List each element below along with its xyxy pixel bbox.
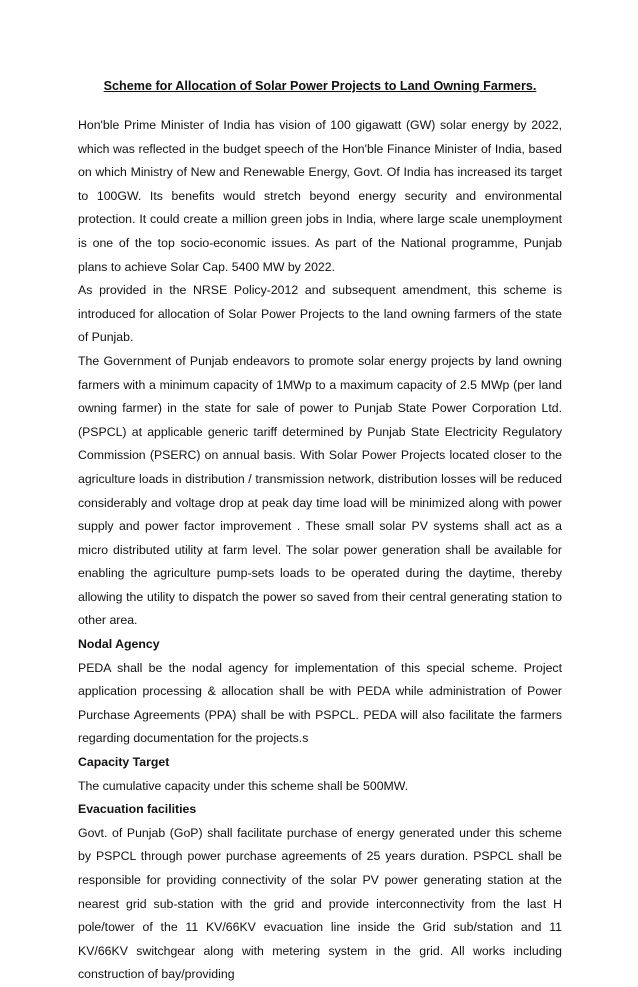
section-text-nodal-agency: PEDA shall be the nodal agency for implementation of this special scheme. Project application processing & allocation shall be with PEDA while administration of Power Purchase Agreements (PPA) shall be with PSPCL. PEDA will also facilitate the farmers regarding documentation for the projects.s	[78, 660, 562, 746]
document-page	[78, 74, 562, 987]
section-heading-nodal-agency: Nodal Agency	[78, 637, 160, 652]
section-text-capacity-target: The cumulative capacity under this scheme shall be 500MW.	[78, 778, 409, 793]
document-title: Scheme for Allocation of Solar Power Projects to Land Owning Farmers.	[103, 79, 537, 93]
intro-paragraph-vision: Hon'ble Prime Minister of India has vision of 100 gigawatt (GW) solar energy by 2022, which was reflected in the budget speech of the Hon'ble Finance Minister of India, based on which Ministry of New and Renewable Energy, Govt. Of India has increased its target to 100GW. Its benefits would stretch beyond energy security and environmental protection. It could create a million green jobs in India, where large scale unemployment is one of the top socio-economic issues. As part of the National programme, Punjab plans to achieve Solar Cap. 5400 MW by 2022.	[78, 118, 562, 274]
section-text-evacuation-facilities: Govt. of Punjab (GoP) shall facilitate purchase of energy generated under this scheme by PSPCL through power purchase agreements of 25 years duration. PSPCL shall be responsible for providing connectivity of the solar PV power generating station at the nearest grid sub-station with the grid and provide interconnectivity from the last H pole/tower of the 11 KV/66KV evacuation line inside the Grid sub/station and 11 KV/66KV switchgear along with metering system in the grid. All works including construction of bay/providing	[78, 825, 562, 982]
intro-paragraph-government: The Government of Punjab endeavors to promote solar energy projects by land owning farmers with a minimum capacity of 1MWp to a maximum capacity of 2.5 MWp (per land owning farmer) in the state for sale of power to Punjab State Power Corporation Ltd. (PSPCL) at applicable generic tariff determined by Punjab State Electricity Regulatory Commission (PSERC) on annual basis. With Solar Power Projects located closer to the agriculture loads in distribution / transmission network, distribution losses will be reduced considerably and voltage drop at peak day time load will be minimized along with power supply and power factor improvement . These small solar PV systems shall act as a micro distributed utility at farm level. The solar power generation shall be available for enabling the agriculture pump-sets loads to be operated during the daytime, thereby allowing the utility to dispatch the power so saved from their central generating station to other area.	[78, 353, 562, 628]
intro-paragraph-policy: As provided in the NRSE Policy-2012 and subsequent amendment, this scheme is introduced for allocation of Solar Power Projects to the land owning farmers of the state of Punjab.	[78, 283, 562, 345]
section-heading-evacuation-facilities: Evacuation facilities	[78, 802, 197, 817]
section-heading-capacity-target: Capacity Target	[78, 755, 170, 770]
